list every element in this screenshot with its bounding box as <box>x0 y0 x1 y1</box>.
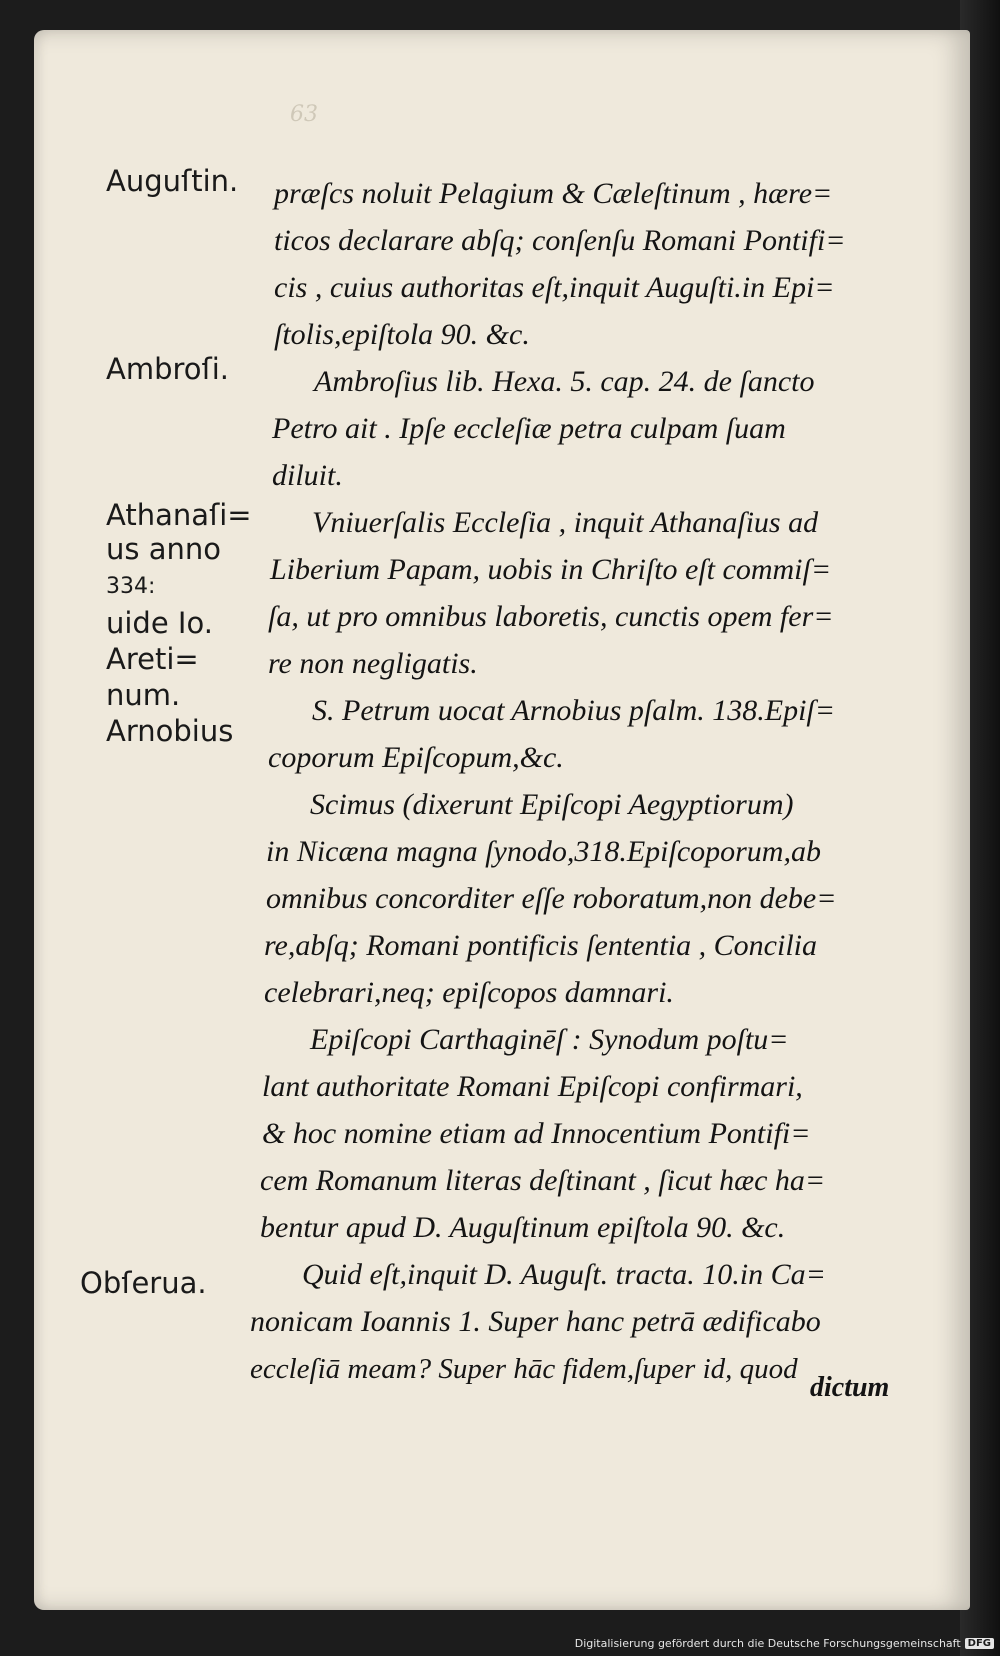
text-line: coporum Epiſcopum,&c. <box>268 741 564 774</box>
text-line: eccleſiā meam? Super hāc fidem,ſuper id, quod <box>250 1353 798 1385</box>
catchword: dictum <box>810 1372 890 1403</box>
text-line: ſa, ut pro omnibus laboretis, cunctis opem fer= <box>268 600 834 633</box>
margin-note-uide: uide Io. <box>106 606 213 640</box>
text-line: lant authoritate Romani Epiſcopi confirmari, <box>262 1070 803 1103</box>
margin-note-obserua: Obſerua. <box>80 1266 207 1300</box>
margin-note-num: num. <box>106 678 181 712</box>
text-line: in Nicæna magna ſynodo,318.Epiſcoporum,ab <box>266 835 821 868</box>
text-line: Liberium Papam, uobis in Chriſto eſt commiſ= <box>270 553 832 586</box>
text-line: re,abſq; Romani pontificis ſententia , Concilia <box>264 929 817 962</box>
text-line: re non negligatis. <box>268 647 478 680</box>
text-line: præſcs noluit Pelagium & Cæleſtinum , hære= <box>274 177 833 210</box>
dfg-logo: DFG <box>965 1638 994 1649</box>
text-line: Epiſcopi Carthaginēſ : Synodum poſtu= <box>310 1023 789 1056</box>
text-line: ticos declarare abſq; conſenſu Romani Pontifi= <box>274 224 846 257</box>
margin-note-athanasi: Athanaſi= <box>106 498 252 532</box>
text-line: S. Petrum uocat Arnobius pſalm. 138.Epiſ= <box>312 694 836 727</box>
text-line: & hoc nomine etiam ad Innocentium Pontifi= <box>262 1117 811 1150</box>
text-line: cem Romanum literas deſtinant , ſicut hæc ha= <box>260 1164 826 1197</box>
text-line: ſtolis,epiſtola 90. &c. <box>274 318 530 351</box>
text-line: Ambroſius lib. Hexa. 5. cap. 24. de ſancto <box>314 365 815 398</box>
text-line: diluit. <box>272 459 343 492</box>
text-line: Vniuerſalis Eccleſia , inquit Athanaſius ad <box>312 506 819 539</box>
margin-note-arnobius: Arnobius <box>106 714 234 748</box>
margin-note-augustin: Auguſtin. <box>106 164 239 198</box>
margin-note-year: 334: <box>106 574 156 599</box>
text-line: Scimus (dixerunt Epiſcopi Aegyptiorum) <box>310 788 794 821</box>
text-line: omnibus concorditer eſſe roboratum,non debe= <box>266 882 837 915</box>
text-line: nonicam Ioannis 1. Super hanc petrā ædificabo <box>250 1305 821 1338</box>
margin-note-us-anno: us anno <box>106 532 221 566</box>
text-line: Quid eſt,inquit D. Auguſt. tracta. 10.in Ca= <box>302 1258 826 1291</box>
credit-text: Digitalisierung gefördert durch die Deutsche Forschungsgemeinschaft <box>574 1637 961 1650</box>
margin-note-ambrosi: Ambroſi. <box>106 352 230 386</box>
text-line: bentur apud D. Auguſtinum epiſtola 90. &c. <box>260 1211 786 1244</box>
digitization-credit <box>575 1637 994 1650</box>
text-line: celebrari,neq; epiſcopos damnari. <box>264 976 674 1009</box>
text-line: cis , cuius authoritas eſt,inquit Auguſti.in Epi= <box>274 271 835 304</box>
folio-number: 63 <box>290 102 318 127</box>
margin-note-areti: Areti= <box>106 642 199 676</box>
text-line: Petro ait . Ipſe eccleſiæ petra culpam ſuam <box>272 412 786 445</box>
